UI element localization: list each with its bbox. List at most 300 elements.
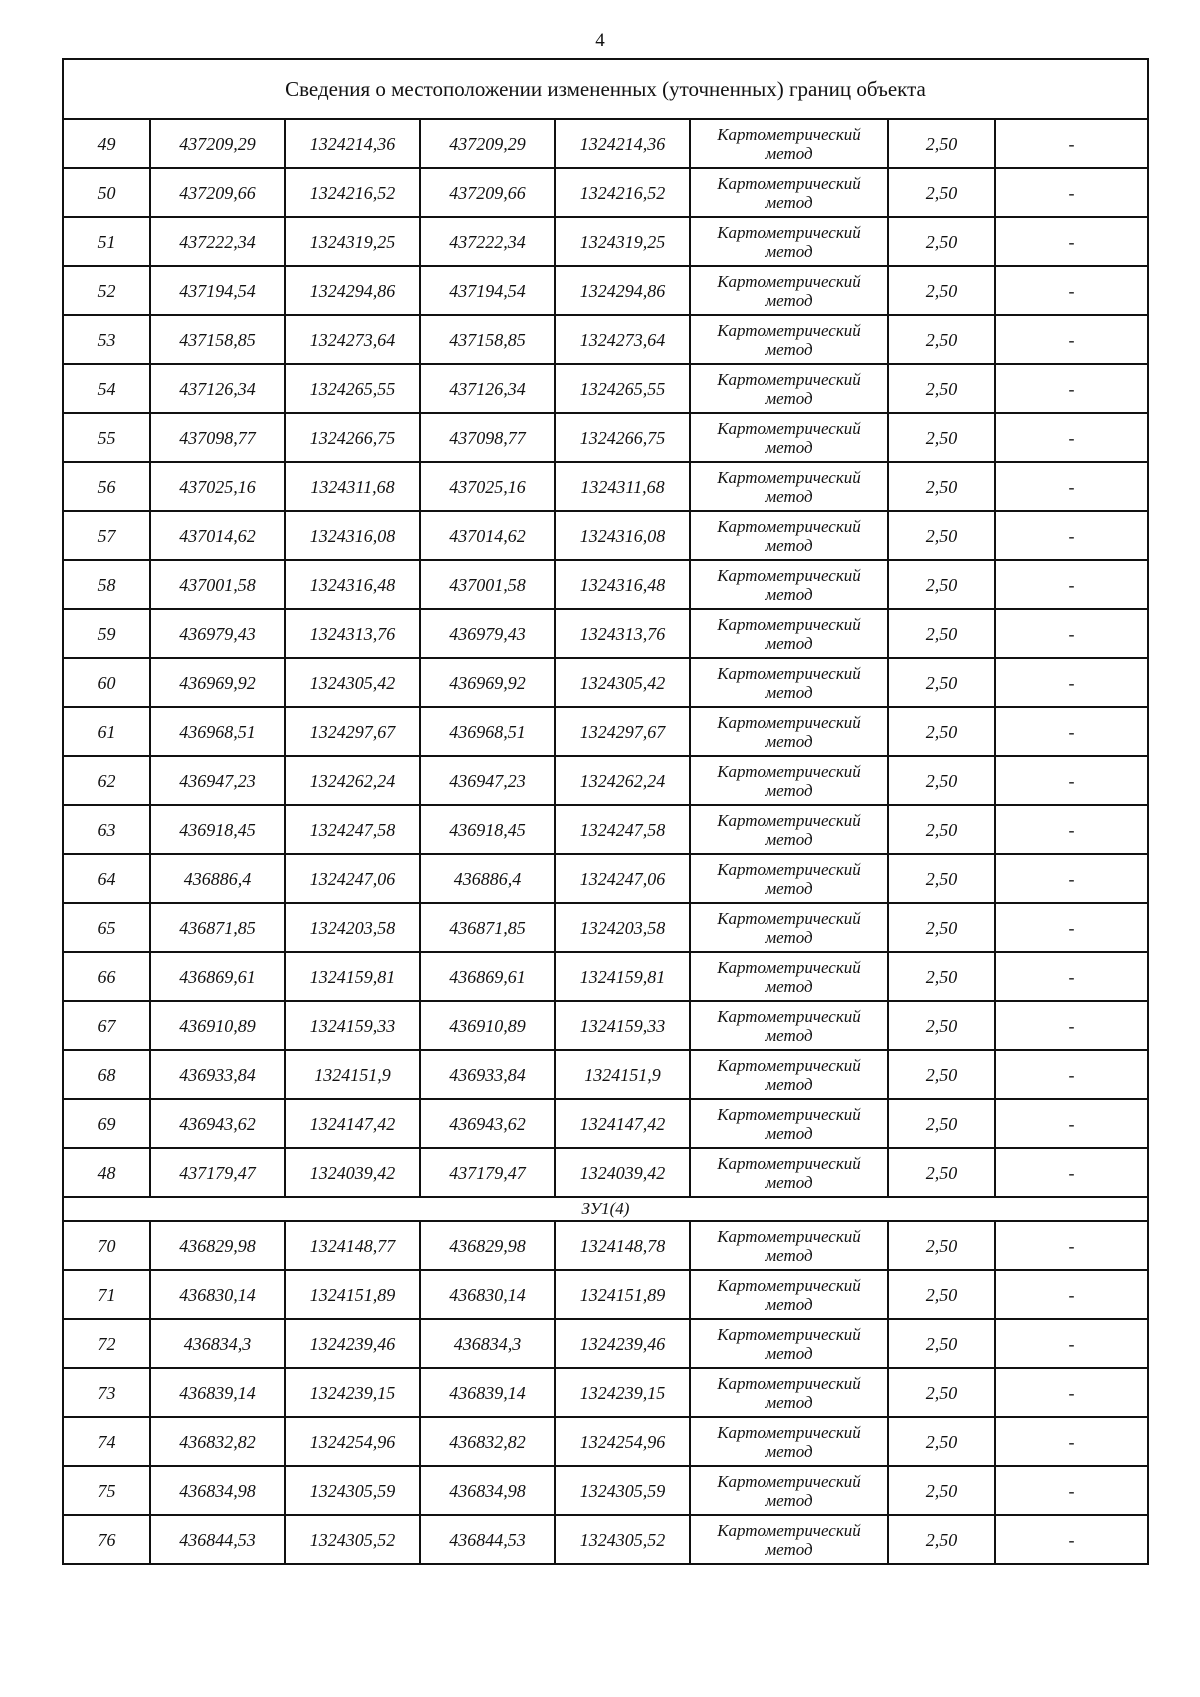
method-line-2: метод xyxy=(765,878,813,898)
point-number-cell: 64 xyxy=(63,854,150,903)
table-row xyxy=(63,364,1148,413)
refined-y-cell: 1324039,42 xyxy=(555,1148,690,1197)
point-number-cell: 76 xyxy=(63,1515,150,1564)
refined-x-cell: 436834,3 xyxy=(420,1319,555,1368)
method-line-2: метод xyxy=(765,535,813,555)
table-row xyxy=(63,119,1148,168)
method-cell xyxy=(690,854,888,903)
table-row xyxy=(63,1417,1148,1466)
method-cell xyxy=(690,119,888,168)
note-cell: - xyxy=(995,560,1148,609)
existing-x-cell: 437098,77 xyxy=(150,413,285,462)
accuracy-cell: 2,50 xyxy=(888,413,995,462)
existing-y-cell: 1324159,81 xyxy=(285,952,420,1001)
refined-y-cell: 1324305,52 xyxy=(555,1515,690,1564)
accuracy-cell: 2,50 xyxy=(888,1221,995,1270)
method-cell xyxy=(690,1050,888,1099)
accuracy-cell: 2,50 xyxy=(888,364,995,413)
table-row xyxy=(63,1099,1148,1148)
existing-x-cell: 437158,85 xyxy=(150,315,285,364)
note-cell: - xyxy=(995,1319,1148,1368)
existing-y-cell: 1324148,77 xyxy=(285,1221,420,1270)
refined-x-cell: 436968,51 xyxy=(420,707,555,756)
method-line-1: Картометрический xyxy=(717,1324,861,1344)
existing-y-cell: 1324151,89 xyxy=(285,1270,420,1319)
method-line-1: Картометрический xyxy=(717,1520,861,1540)
refined-x-cell: 437098,77 xyxy=(420,413,555,462)
existing-x-cell: 436839,14 xyxy=(150,1368,285,1417)
method-line-2: метод xyxy=(765,1123,813,1143)
note-cell: - xyxy=(995,1099,1148,1148)
method-line-1: Картометрический xyxy=(717,810,861,830)
method-line-2: метод xyxy=(765,339,813,359)
existing-y-cell: 1324151,9 xyxy=(285,1050,420,1099)
accuracy-cell: 2,50 xyxy=(888,903,995,952)
refined-x-cell: 436979,43 xyxy=(420,609,555,658)
refined-y-cell: 1324247,58 xyxy=(555,805,690,854)
section-header-row xyxy=(63,1197,1148,1221)
existing-x-cell: 437209,66 xyxy=(150,168,285,217)
existing-y-cell: 1324305,59 xyxy=(285,1466,420,1515)
method-line-2: метод xyxy=(765,437,813,457)
table-row xyxy=(63,903,1148,952)
table-row xyxy=(63,1368,1148,1417)
refined-x-cell: 436910,89 xyxy=(420,1001,555,1050)
method-line-2: метод xyxy=(765,388,813,408)
refined-y-cell: 1324239,15 xyxy=(555,1368,690,1417)
accuracy-cell: 2,50 xyxy=(888,1466,995,1515)
table-row xyxy=(63,658,1148,707)
refined-y-cell: 1324148,78 xyxy=(555,1221,690,1270)
existing-y-cell: 1324305,42 xyxy=(285,658,420,707)
existing-y-cell: 1324147,42 xyxy=(285,1099,420,1148)
accuracy-cell: 2,50 xyxy=(888,315,995,364)
refined-x-cell: 436839,14 xyxy=(420,1368,555,1417)
existing-x-cell: 437194,54 xyxy=(150,266,285,315)
accuracy-cell: 2,50 xyxy=(888,1368,995,1417)
method-cell xyxy=(690,658,888,707)
refined-y-cell: 1324216,52 xyxy=(555,168,690,217)
refined-x-cell: 436933,84 xyxy=(420,1050,555,1099)
note-cell: - xyxy=(995,609,1148,658)
note-cell: - xyxy=(995,1001,1148,1050)
point-number-cell: 53 xyxy=(63,315,150,364)
point-number-cell: 49 xyxy=(63,119,150,168)
refined-y-cell: 1324273,64 xyxy=(555,315,690,364)
table-row xyxy=(63,707,1148,756)
method-cell xyxy=(690,707,888,756)
point-number-cell: 55 xyxy=(63,413,150,462)
note-cell: - xyxy=(995,364,1148,413)
accuracy-cell: 2,50 xyxy=(888,952,995,1001)
refined-y-cell: 1324159,33 xyxy=(555,1001,690,1050)
existing-y-cell: 1324311,68 xyxy=(285,462,420,511)
method-cell xyxy=(690,511,888,560)
refined-y-cell: 1324294,86 xyxy=(555,266,690,315)
method-line-1: Картометрический xyxy=(717,859,861,879)
point-number-cell: 73 xyxy=(63,1368,150,1417)
table-row xyxy=(63,266,1148,315)
existing-y-cell: 1324039,42 xyxy=(285,1148,420,1197)
method-line-1: Картометрический xyxy=(717,320,861,340)
accuracy-cell: 2,50 xyxy=(888,1417,995,1466)
table-title: Сведения о местоположении измененных (уточненных) границ объекта xyxy=(63,59,1148,119)
accuracy-cell: 2,50 xyxy=(888,119,995,168)
table-body xyxy=(63,59,1148,1564)
method-line-1: Картометрический xyxy=(717,712,861,732)
point-number-cell: 61 xyxy=(63,707,150,756)
point-number-cell: 60 xyxy=(63,658,150,707)
accuracy-cell: 2,50 xyxy=(888,805,995,854)
method-line-1: Картометрический xyxy=(717,1153,861,1173)
existing-y-cell: 1324262,24 xyxy=(285,756,420,805)
existing-y-cell: 1324313,76 xyxy=(285,609,420,658)
method-line-2: метод xyxy=(765,1074,813,1094)
refined-x-cell: 437194,54 xyxy=(420,266,555,315)
existing-x-cell: 436869,61 xyxy=(150,952,285,1001)
existing-y-cell: 1324266,75 xyxy=(285,413,420,462)
method-line-2: метод xyxy=(765,682,813,702)
accuracy-cell: 2,50 xyxy=(888,609,995,658)
refined-x-cell: 437025,16 xyxy=(420,462,555,511)
existing-x-cell: 436871,85 xyxy=(150,903,285,952)
refined-x-cell: 437126,34 xyxy=(420,364,555,413)
refined-y-cell: 1324266,75 xyxy=(555,413,690,462)
accuracy-cell: 2,50 xyxy=(888,168,995,217)
accuracy-cell: 2,50 xyxy=(888,756,995,805)
existing-y-cell: 1324254,96 xyxy=(285,1417,420,1466)
existing-x-cell: 436834,3 xyxy=(150,1319,285,1368)
accuracy-cell: 2,50 xyxy=(888,1001,995,1050)
method-line-2: метод xyxy=(765,241,813,261)
accuracy-cell: 2,50 xyxy=(888,511,995,560)
method-line-2: метод xyxy=(765,290,813,310)
method-cell xyxy=(690,609,888,658)
method-cell xyxy=(690,1368,888,1417)
method-line-1: Картометрический xyxy=(717,124,861,144)
note-cell: - xyxy=(995,413,1148,462)
table-row xyxy=(63,462,1148,511)
refined-y-cell: 1324247,06 xyxy=(555,854,690,903)
point-number-cell: 56 xyxy=(63,462,150,511)
refined-y-cell: 1324239,46 xyxy=(555,1319,690,1368)
method-line-1: Картометрический xyxy=(717,565,861,585)
note-cell: - xyxy=(995,119,1148,168)
method-cell xyxy=(690,805,888,854)
refined-x-cell: 437209,66 xyxy=(420,168,555,217)
existing-y-cell: 1324203,58 xyxy=(285,903,420,952)
existing-y-cell: 1324316,08 xyxy=(285,511,420,560)
method-cell xyxy=(690,217,888,266)
refined-x-cell: 436834,98 xyxy=(420,1466,555,1515)
method-line-2: метод xyxy=(765,780,813,800)
existing-x-cell: 437001,58 xyxy=(150,560,285,609)
refined-y-cell: 1324319,25 xyxy=(555,217,690,266)
point-number-cell: 65 xyxy=(63,903,150,952)
existing-y-cell: 1324247,06 xyxy=(285,854,420,903)
table-row xyxy=(63,854,1148,903)
existing-y-cell: 1324297,67 xyxy=(285,707,420,756)
existing-x-cell: 437222,34 xyxy=(150,217,285,266)
point-number-cell: 54 xyxy=(63,364,150,413)
point-number-cell: 68 xyxy=(63,1050,150,1099)
existing-y-cell: 1324265,55 xyxy=(285,364,420,413)
existing-y-cell: 1324294,86 xyxy=(285,266,420,315)
method-line-1: Картометрический xyxy=(717,761,861,781)
page-number: 4 xyxy=(595,30,605,51)
method-line-1: Картометрический xyxy=(717,418,861,438)
note-cell: - xyxy=(995,658,1148,707)
method-cell xyxy=(690,413,888,462)
accuracy-cell: 2,50 xyxy=(888,1099,995,1148)
point-number-cell: 69 xyxy=(63,1099,150,1148)
method-line-1: Картометрический xyxy=(717,1104,861,1124)
point-number-cell: 62 xyxy=(63,756,150,805)
table-row xyxy=(63,1148,1148,1197)
existing-y-cell: 1324316,48 xyxy=(285,560,420,609)
note-cell: - xyxy=(995,266,1148,315)
note-cell: - xyxy=(995,805,1148,854)
table-row xyxy=(63,1319,1148,1368)
refined-y-cell: 1324313,76 xyxy=(555,609,690,658)
note-cell: - xyxy=(995,1466,1148,1515)
method-line-1: Картометрический xyxy=(717,1006,861,1026)
existing-x-cell: 436979,43 xyxy=(150,609,285,658)
method-cell xyxy=(690,756,888,805)
table-row xyxy=(63,1270,1148,1319)
method-cell xyxy=(690,1466,888,1515)
method-cell xyxy=(690,364,888,413)
refined-y-cell: 1324262,24 xyxy=(555,756,690,805)
note-cell: - xyxy=(995,511,1148,560)
existing-y-cell: 1324319,25 xyxy=(285,217,420,266)
point-number-cell: 70 xyxy=(63,1221,150,1270)
accuracy-cell: 2,50 xyxy=(888,1270,995,1319)
note-cell: - xyxy=(995,462,1148,511)
method-line-2: метод xyxy=(765,829,813,849)
existing-x-cell: 436834,98 xyxy=(150,1466,285,1515)
existing-y-cell: 1324239,46 xyxy=(285,1319,420,1368)
table-row xyxy=(63,952,1148,1001)
method-cell xyxy=(690,1515,888,1564)
point-number-cell: 58 xyxy=(63,560,150,609)
accuracy-cell: 2,50 xyxy=(888,462,995,511)
existing-x-cell: 436832,82 xyxy=(150,1417,285,1466)
point-number-cell: 66 xyxy=(63,952,150,1001)
refined-y-cell: 1324159,81 xyxy=(555,952,690,1001)
table-row xyxy=(63,1221,1148,1270)
accuracy-cell: 2,50 xyxy=(888,658,995,707)
method-line-1: Картометрический xyxy=(717,1471,861,1491)
point-number-cell: 71 xyxy=(63,1270,150,1319)
existing-x-cell: 436918,45 xyxy=(150,805,285,854)
method-line-1: Картометрический xyxy=(717,614,861,634)
existing-y-cell: 1324239,15 xyxy=(285,1368,420,1417)
existing-x-cell: 437025,16 xyxy=(150,462,285,511)
boundary-coordinates-table xyxy=(62,58,1149,1565)
method-line-1: Картометрический xyxy=(717,908,861,928)
note-cell: - xyxy=(995,315,1148,364)
refined-y-cell: 1324297,67 xyxy=(555,707,690,756)
method-line-2: метод xyxy=(765,633,813,653)
method-line-1: Картометрический xyxy=(717,1226,861,1246)
note-cell: - xyxy=(995,217,1148,266)
method-cell xyxy=(690,1417,888,1466)
existing-x-cell: 436933,84 xyxy=(150,1050,285,1099)
method-cell xyxy=(690,903,888,952)
table-row xyxy=(63,609,1148,658)
method-line-2: метод xyxy=(765,976,813,996)
method-line-1: Картометрический xyxy=(717,369,861,389)
method-line-1: Картометрический xyxy=(717,271,861,291)
table-row xyxy=(63,805,1148,854)
method-line-2: метод xyxy=(765,1490,813,1510)
refined-y-cell: 1324305,59 xyxy=(555,1466,690,1515)
refined-x-cell: 436844,53 xyxy=(420,1515,555,1564)
method-cell xyxy=(690,1270,888,1319)
table-row xyxy=(63,315,1148,364)
point-number-cell: 52 xyxy=(63,266,150,315)
note-cell: - xyxy=(995,903,1148,952)
point-number-cell: 72 xyxy=(63,1319,150,1368)
existing-x-cell: 436943,62 xyxy=(150,1099,285,1148)
section-label: ЗУ1(4) xyxy=(63,1197,1148,1221)
table-row xyxy=(63,168,1148,217)
method-line-1: Картометрический xyxy=(717,663,861,683)
table-row xyxy=(63,413,1148,462)
existing-x-cell: 437179,47 xyxy=(150,1148,285,1197)
point-number-cell: 57 xyxy=(63,511,150,560)
point-number-cell: 67 xyxy=(63,1001,150,1050)
method-line-1: Картометрический xyxy=(717,1373,861,1393)
refined-y-cell: 1324254,96 xyxy=(555,1417,690,1466)
method-cell xyxy=(690,168,888,217)
method-line-2: метод xyxy=(765,584,813,604)
existing-x-cell: 436844,53 xyxy=(150,1515,285,1564)
existing-x-cell: 437209,29 xyxy=(150,119,285,168)
method-cell xyxy=(690,1099,888,1148)
refined-x-cell: 437014,62 xyxy=(420,511,555,560)
method-line-2: метод xyxy=(765,1294,813,1314)
refined-x-cell: 436869,61 xyxy=(420,952,555,1001)
existing-y-cell: 1324159,33 xyxy=(285,1001,420,1050)
refined-x-cell: 436886,4 xyxy=(420,854,555,903)
method-line-2: метод xyxy=(765,1539,813,1559)
accuracy-cell: 2,50 xyxy=(888,1148,995,1197)
note-cell: - xyxy=(995,854,1148,903)
point-number-cell: 75 xyxy=(63,1466,150,1515)
point-number-cell: 48 xyxy=(63,1148,150,1197)
existing-x-cell: 436968,51 xyxy=(150,707,285,756)
method-line-2: метод xyxy=(765,1172,813,1192)
note-cell: - xyxy=(995,707,1148,756)
note-cell: - xyxy=(995,756,1148,805)
method-line-2: метод xyxy=(765,1245,813,1265)
accuracy-cell: 2,50 xyxy=(888,266,995,315)
refined-x-cell: 436969,92 xyxy=(420,658,555,707)
table-row xyxy=(63,756,1148,805)
refined-y-cell: 1324311,68 xyxy=(555,462,690,511)
refined-x-cell: 436832,82 xyxy=(420,1417,555,1466)
accuracy-cell: 2,50 xyxy=(888,560,995,609)
method-line-1: Картометрический xyxy=(717,467,861,487)
note-cell: - xyxy=(995,1368,1148,1417)
method-cell xyxy=(690,315,888,364)
accuracy-cell: 2,50 xyxy=(888,1515,995,1564)
existing-y-cell: 1324214,36 xyxy=(285,119,420,168)
note-cell: - xyxy=(995,1050,1148,1099)
refined-x-cell: 437222,34 xyxy=(420,217,555,266)
table-row xyxy=(63,1515,1148,1564)
existing-x-cell: 436886,4 xyxy=(150,854,285,903)
method-line-2: метод xyxy=(765,1343,813,1363)
refined-y-cell: 1324316,48 xyxy=(555,560,690,609)
refined-x-cell: 437179,47 xyxy=(420,1148,555,1197)
refined-y-cell: 1324265,55 xyxy=(555,364,690,413)
method-line-2: метод xyxy=(765,486,813,506)
refined-x-cell: 436947,23 xyxy=(420,756,555,805)
method-cell xyxy=(690,1148,888,1197)
note-cell: - xyxy=(995,1270,1148,1319)
note-cell: - xyxy=(995,952,1148,1001)
note-cell: - xyxy=(995,1221,1148,1270)
note-cell: - xyxy=(995,1515,1148,1564)
method-cell xyxy=(690,1221,888,1270)
note-cell: - xyxy=(995,1417,1148,1466)
method-line-2: метод xyxy=(765,192,813,212)
method-line-1: Картометрический xyxy=(717,1055,861,1075)
existing-x-cell: 436947,23 xyxy=(150,756,285,805)
refined-x-cell: 436830,14 xyxy=(420,1270,555,1319)
note-cell: - xyxy=(995,1148,1148,1197)
table-row xyxy=(63,1001,1148,1050)
table-row xyxy=(63,1050,1148,1099)
existing-x-cell: 436910,89 xyxy=(150,1001,285,1050)
method-line-2: метод xyxy=(765,927,813,947)
method-line-2: метод xyxy=(765,143,813,163)
point-number-cell: 74 xyxy=(63,1417,150,1466)
refined-y-cell: 1324151,89 xyxy=(555,1270,690,1319)
method-line-1: Картометрический xyxy=(717,173,861,193)
accuracy-cell: 2,50 xyxy=(888,854,995,903)
method-line-1: Картометрический xyxy=(717,516,861,536)
refined-y-cell: 1324151,9 xyxy=(555,1050,690,1099)
table-row xyxy=(63,511,1148,560)
refined-x-cell: 436918,45 xyxy=(420,805,555,854)
existing-y-cell: 1324305,52 xyxy=(285,1515,420,1564)
refined-x-cell: 437209,29 xyxy=(420,119,555,168)
refined-x-cell: 436943,62 xyxy=(420,1099,555,1148)
existing-x-cell: 436969,92 xyxy=(150,658,285,707)
method-line-1: Картометрический xyxy=(717,957,861,977)
method-line-2: метод xyxy=(765,1441,813,1461)
method-cell xyxy=(690,462,888,511)
method-line-2: метод xyxy=(765,1025,813,1045)
existing-y-cell: 1324247,58 xyxy=(285,805,420,854)
accuracy-cell: 2,50 xyxy=(888,1050,995,1099)
method-line-2: метод xyxy=(765,731,813,751)
table-row xyxy=(63,217,1148,266)
existing-x-cell: 437126,34 xyxy=(150,364,285,413)
refined-y-cell: 1324214,36 xyxy=(555,119,690,168)
method-cell xyxy=(690,1319,888,1368)
refined-x-cell: 437001,58 xyxy=(420,560,555,609)
refined-y-cell: 1324203,58 xyxy=(555,903,690,952)
table-row xyxy=(63,560,1148,609)
method-cell xyxy=(690,560,888,609)
existing-y-cell: 1324273,64 xyxy=(285,315,420,364)
refined-x-cell: 437158,85 xyxy=(420,315,555,364)
